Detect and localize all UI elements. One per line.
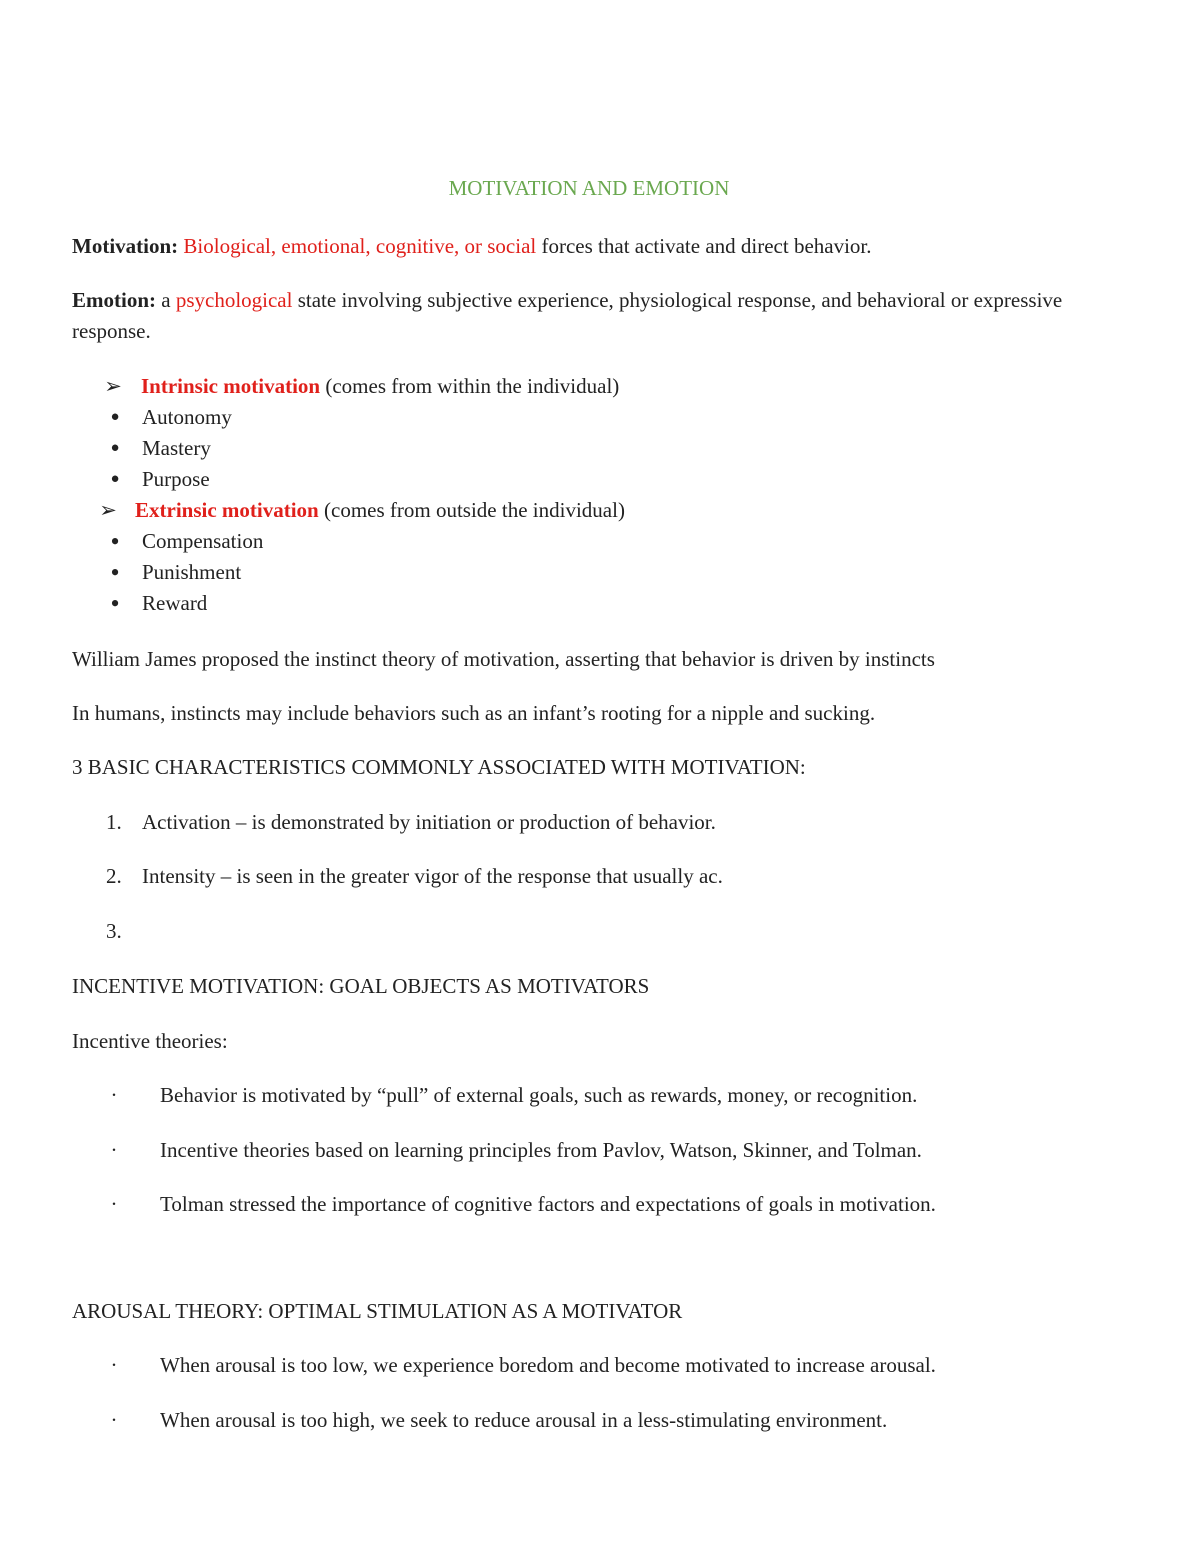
- emotion-definition: [72, 285, 1112, 347]
- round-bullet-icon: •: [110, 558, 120, 587]
- extrinsic-desc: (comes from outside the individual): [324, 498, 625, 522]
- page-title: MOTIVATION AND EMOTION: [448, 176, 730, 200]
- james-paragraph: William James proposed the instinct theory of motivation, asserting that behavior is driven by instincts: [72, 647, 935, 671]
- motivation-highlight: Biological, emotional, cognitive, or social: [183, 234, 537, 258]
- list-item: Compensation: [142, 529, 264, 553]
- humans-paragraph: In humans, instincts may include behaviors such as an infant’s rooting for a nipple and sucking.: [72, 701, 876, 725]
- emotion-rest: state involving subjective experience, physiological response, and behavioral or expressive response.: [72, 288, 1063, 343]
- list-number: 2.: [106, 864, 122, 888]
- arrow-bullet-icon: ➢: [104, 374, 122, 398]
- list-item: Incentive theories based on learning principles from Pavlov, Watson, Skinner, and Tolman.: [160, 1138, 922, 1162]
- intrinsic-desc: (comes from within the individual): [325, 374, 620, 398]
- list-number: 3.: [106, 919, 122, 943]
- list-item: Punishment: [142, 560, 242, 584]
- list-item: Purpose: [142, 467, 210, 491]
- list-item: Mastery: [142, 436, 211, 460]
- round-bullet-icon: •: [110, 589, 120, 618]
- intrinsic-motivation-item: [141, 371, 619, 402]
- arousal-heading: AROUSAL THEORY: OPTIMAL STIMULATION AS A MOTIVATOR: [72, 1299, 683, 1323]
- extrinsic-label: Extrinsic motivation: [135, 498, 319, 522]
- middot-bullet-icon: ·: [110, 1138, 118, 1162]
- intrinsic-label: Intrinsic motivation: [141, 374, 321, 398]
- characteristics-heading: 3 BASIC CHARACTERISTICS COMMONLY ASSOCIATED WITH MOTIVATION:: [72, 755, 806, 779]
- incentive-subheading: Incentive theories:: [72, 1029, 228, 1053]
- list-number: 1.: [106, 810, 122, 834]
- list-item: Autonomy: [142, 405, 232, 429]
- dot-bullet-icon: ●: [110, 440, 120, 456]
- middot-bullet-icon: ·: [110, 1408, 118, 1432]
- middot-bullet-icon: ·: [110, 1353, 118, 1377]
- incentive-heading: INCENTIVE MOTIVATION: GOAL OBJECTS AS MOTIVATORS: [72, 974, 650, 998]
- emotion-term: Emotion:: [72, 288, 156, 312]
- dot-bullet-icon: ●: [110, 471, 120, 487]
- motivation-term: Motivation:: [72, 234, 179, 258]
- list-item: Behavior is motivated by “pull” of external goals, such as rewards, money, or recognition.: [160, 1083, 918, 1107]
- list-item: When arousal is too high, we seek to reduce arousal in a less-stimulating environment.: [160, 1408, 888, 1432]
- list-item: Reward: [142, 591, 208, 615]
- list-item: Intensity – is seen in the greater vigor of the response that usually ac.: [142, 864, 723, 888]
- list-item: Tolman stressed the importance of cognitive factors and expectations of goals in motivation.: [160, 1192, 936, 1216]
- dot-bullet-icon: ●: [110, 409, 120, 425]
- list-item: When arousal is too low, we experience boredom and become motivated to increase arousal.: [160, 1353, 936, 1377]
- emotion-highlight: psychological: [175, 288, 293, 312]
- motivation-rest: forces that activate and direct behavior.: [541, 234, 872, 258]
- round-bullet-icon: •: [110, 527, 120, 556]
- motivation-definition: [72, 231, 872, 262]
- middot-bullet-icon: ·: [110, 1083, 118, 1107]
- list-item: Activation – is demonstrated by initiation or production of behavior.: [142, 810, 716, 834]
- middot-bullet-icon: ·: [110, 1192, 118, 1216]
- arrow-bullet-icon: ➢: [99, 498, 117, 522]
- extrinsic-motivation-item: [135, 495, 625, 526]
- emotion-pre: a: [161, 288, 171, 312]
